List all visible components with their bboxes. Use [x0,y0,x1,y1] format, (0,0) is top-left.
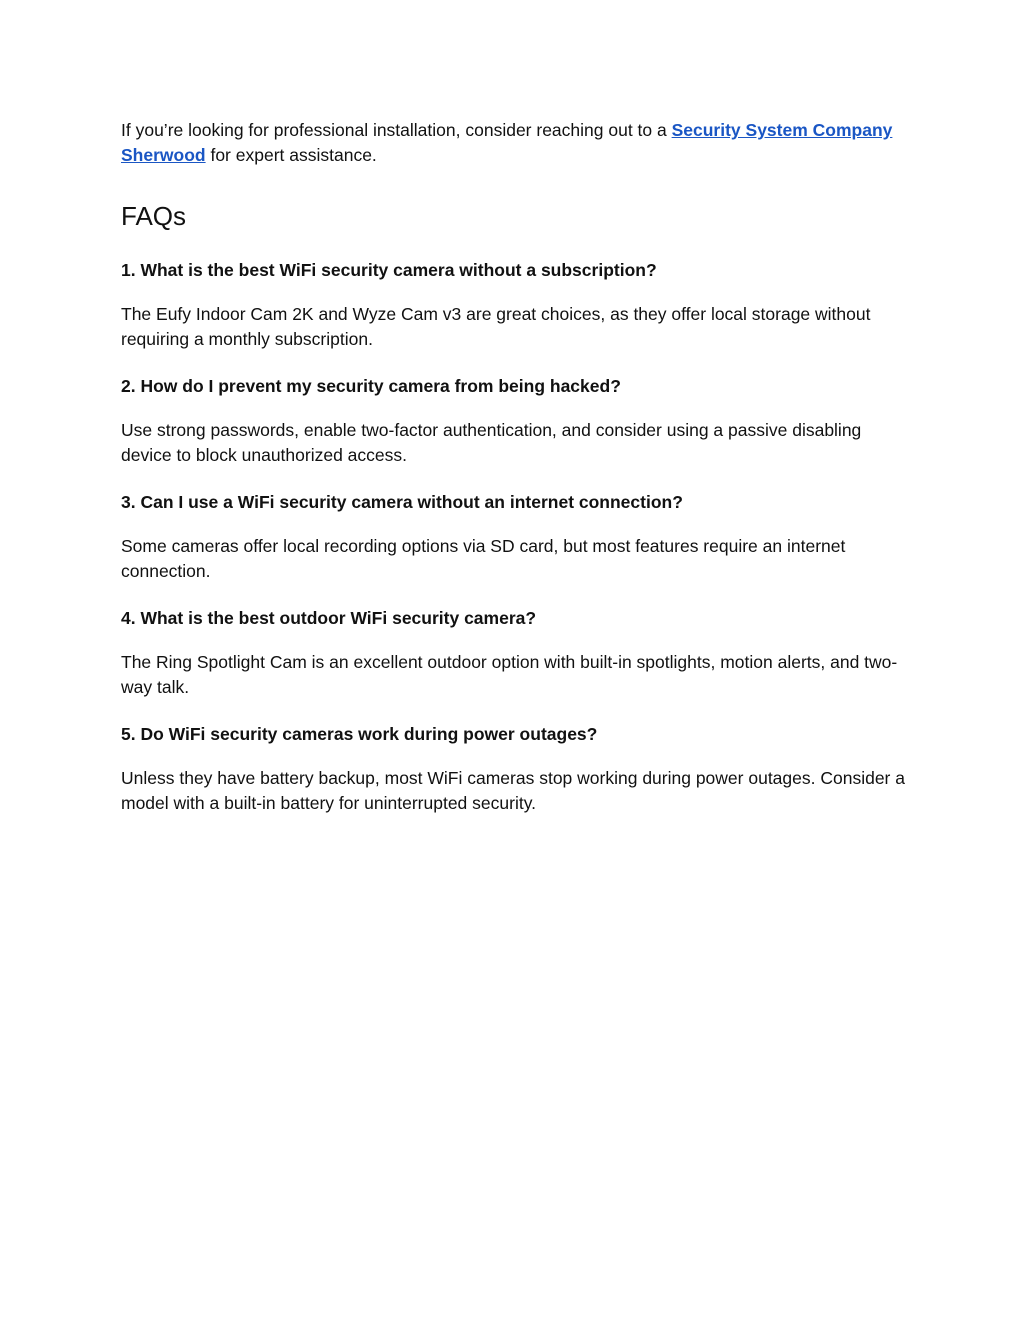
intro-text-after: for expert assistance. [205,144,377,165]
faqs-heading: FAQs [121,201,187,231]
faq-answer: Some cameras offer local recording options via SD card, but most features require an internet connection. [121,536,846,581]
faq-question: 3. Can I use a WiFi security camera without an internet connection? [121,492,683,512]
faq-question: 4. What is the best outdoor WiFi security camera? [121,608,537,628]
faq-question: 5. Do WiFi security cameras work during power outages? [121,724,598,744]
faq-answer: The Ring Spotlight Cam is an excellent outdoor option with built-in spotlights, motion alerts, and two-way talk. [121,652,898,697]
faq-question: 1. What is the best WiFi security camera without a subscription? [121,260,657,280]
faq-item [121,606,911,699]
intro-paragraph [121,118,911,167]
intro-text-before: If you’re looking for professional installation, consider reaching out to a [121,120,672,140]
faq-answer: Unless they have battery backup, most WiFi cameras stop working during power outages. Consider a model with a built-in battery for uninterrupted security. [121,768,905,813]
security-system-company-link[interactable]: Security System Company Sherwood [121,120,893,165]
faq-answer: Use strong passwords, enable two-factor authentication, and consider using a passive disabling device to block unauthorized access. [121,420,862,465]
faq-question: 2. How do I prevent my security camera from being hacked? [121,376,621,396]
faq-list [121,258,911,838]
faq-item [121,374,911,467]
faq-item [121,490,911,583]
faq-item [121,258,911,351]
faq-item [121,722,911,815]
faq-answer: The Eufy Indoor Cam 2K and Wyze Cam v3 are great choices, as they offer local storage without requiring a monthly subscription. [121,304,871,349]
document-page [121,118,911,813]
